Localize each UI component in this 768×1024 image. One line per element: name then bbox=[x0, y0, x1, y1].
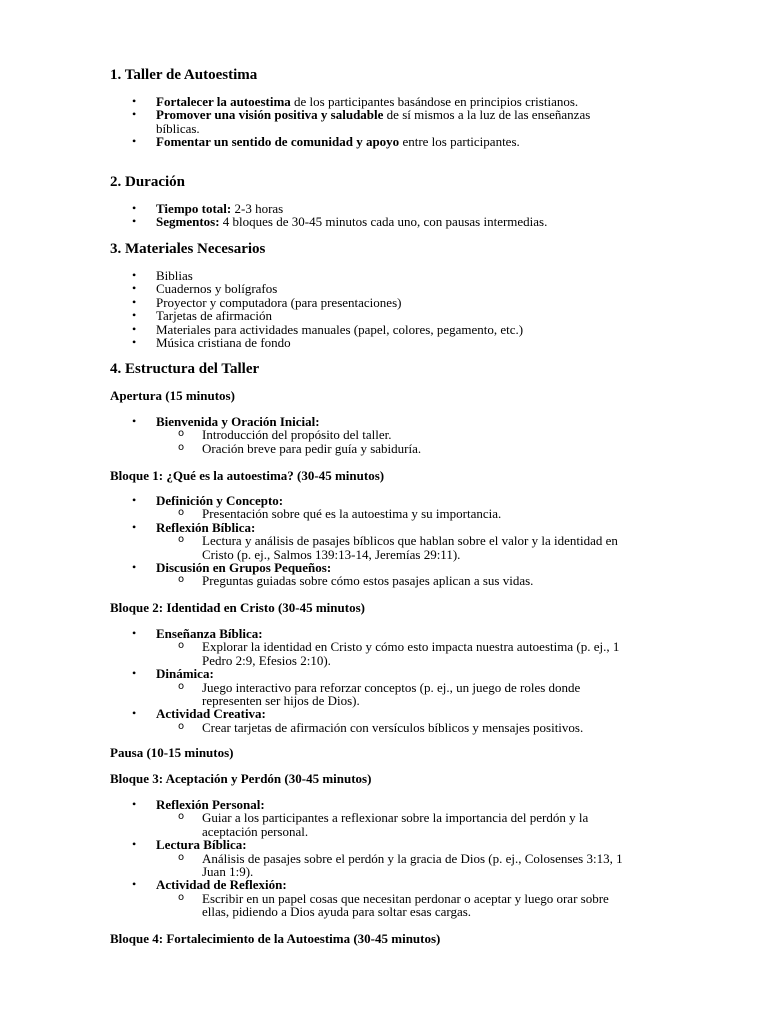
list-item: • Lectura Bíblica: o Análisis de pasajes sobre el perdón y la gracia de Dios (p. ej., Colosenses 3:13, 1 Juan 1:9). bbox=[156, 838, 636, 878]
sub-list-item: o Preguntas guiadas sobre cómo estos pasajes aplican a sus vidas. bbox=[202, 574, 636, 587]
pausa-heading: Pausa (10-15 minutos) bbox=[110, 745, 234, 760]
list-item: • Tiempo total: 2-3 horas bbox=[156, 202, 636, 215]
bloque-2-list bbox=[156, 627, 636, 734]
list-item: • Discusión en Grupos Pequeños: o Preguntas guiadas sobre cómo estos pasajes aplican a sus vidas. bbox=[156, 561, 636, 588]
list-item: • Segmentos: 4 bloques de 30-45 minutos cada uno, con pausas intermedias. bbox=[156, 215, 636, 228]
list-item: • Bienvenida y Oración Inicial: o Introducción del propósito del taller. o Oración breve para pedir guía y sabiduría. bbox=[156, 415, 636, 455]
bloque-2-heading: Bloque 2: Identidad en Cristo (30-45 minutos) bbox=[110, 600, 365, 615]
list-item: • Actividad Creativa: o Crear tarjetas de afirmación con versículos bíblicos y mensajes positivos. bbox=[156, 707, 636, 734]
section-4-heading: 4. Estructura del Taller bbox=[110, 361, 260, 377]
sub-list-item: o Oración breve para pedir guía y sabiduría. bbox=[202, 442, 636, 455]
sub-list bbox=[156, 681, 636, 708]
list-item: • Promover una visión positiva y saludable de sí mismos a la luz de las enseñanzas bíblicas. bbox=[156, 108, 626, 135]
sub-list-item: o Escribir en un papel cosas que necesitan perdonar o aceptar y luego orar sobre ellas, pidiendo a Dios ayuda para soltar esas cargas. bbox=[202, 892, 636, 919]
objectives-list bbox=[156, 95, 626, 149]
section-1-heading: 1. Taller de Autoestima bbox=[110, 67, 258, 83]
sub-list bbox=[156, 811, 636, 838]
list-item: • Actividad de Reflexión: o Escribir en un papel cosas que necesitan perdonar o aceptar y luego orar sobre ellas, pidiendo a Dios ayuda para soltar esas cargas. bbox=[156, 878, 636, 918]
bloque-1-heading: Bloque 1: ¿Qué es la autoestima? (30-45 minutos) bbox=[110, 468, 385, 483]
sub-list-item: o Introducción del propósito del taller. bbox=[202, 428, 636, 441]
list-item: • Biblias bbox=[156, 269, 636, 282]
apertura-list bbox=[156, 415, 636, 455]
sub-list-item: o Explorar la identidad en Cristo y cómo esto impacta nuestra autoestima (p. ej., 1 Pedro 2:9, Efesios 2:10). bbox=[202, 640, 636, 667]
list-item: • Fomentar un sentido de comunidad y apoyo entre los participantes. bbox=[156, 135, 626, 148]
sub-list-item: o Guiar a los participantes a reflexionar sobre la importancia del perdón y la aceptación personal. bbox=[202, 811, 636, 838]
list-item: • Dinámica: o Juego interactivo para reforzar conceptos (p. ej., un juego de roles donde representen ser hijos de Dios). bbox=[156, 667, 636, 707]
list-item: • Fortalecer la autoestima de los participantes basándose en principios cristianos. bbox=[156, 95, 626, 108]
sub-list bbox=[156, 892, 636, 919]
list-item: • Definición y Concepto: o Presentación sobre qué es la autoestima y su importancia. bbox=[156, 494, 636, 521]
bloque-3-heading: Bloque 3: Aceptación y Perdón (30-45 minutos) bbox=[110, 771, 372, 786]
list-item: • Cuadernos y bolígrafos bbox=[156, 282, 636, 295]
sub-list bbox=[156, 721, 636, 734]
sub-list bbox=[156, 640, 636, 667]
sub-list-item: o Análisis de pasajes sobre el perdón y la gracia de Dios (p. ej., Colosenses 3:13, 1 Juan 1:9). bbox=[202, 852, 636, 879]
sub-list bbox=[156, 428, 636, 455]
sub-list bbox=[156, 852, 636, 879]
bloque-4-heading: Bloque 4: Fortalecimiento de la Autoestima (30-45 minutos) bbox=[110, 931, 441, 946]
materials-list bbox=[156, 269, 636, 349]
list-item: • Reflexión Personal: o Guiar a los participantes a reflexionar sobre la importancia del perdón y la aceptación personal. bbox=[156, 798, 636, 838]
sub-list bbox=[156, 534, 636, 561]
sub-list-item: o Lectura y análisis de pasajes bíblicos que hablan sobre el valor y la identidad en Cristo (p. ej., Salmos 139:13-14, Jeremías 29:11). bbox=[202, 534, 636, 561]
list-item: • Proyector y computadora (para presentaciones) bbox=[156, 296, 636, 309]
bloque-1-list bbox=[156, 494, 636, 588]
section-2-heading: 2. Duración bbox=[110, 174, 185, 190]
duration-list bbox=[156, 202, 636, 229]
sub-list-item: o Presentación sobre qué es la autoestima y su importancia. bbox=[202, 507, 636, 520]
list-item: • Música cristiana de fondo bbox=[156, 336, 636, 349]
apertura-heading: Apertura (15 minutos) bbox=[110, 388, 235, 403]
list-item: • Materiales para actividades manuales (papel, colores, pegamento, etc.) bbox=[156, 323, 636, 336]
sub-list-item: o Crear tarjetas de afirmación con versículos bíblicos y mensajes positivos. bbox=[202, 721, 636, 734]
list-item: • Reflexión Bíblica: o Lectura y análisis de pasajes bíblicos que hablan sobre el valor y la identidad en Cristo (p. ej., Salmos 139:13-14, Jeremías 29:11). bbox=[156, 521, 636, 561]
sub-list-item: o Juego interactivo para reforzar conceptos (p. ej., un juego de roles donde representen ser hijos de Dios). bbox=[202, 681, 636, 708]
sub-list bbox=[156, 507, 636, 520]
list-item: • Tarjetas de afirmación bbox=[156, 309, 636, 322]
bloque-3-list bbox=[156, 798, 636, 919]
list-item: • Enseñanza Bíblica: o Explorar la identidad en Cristo y cómo esto impacta nuestra autoestima (p. ej., 1 Pedro 2:9, Efesios 2:10). bbox=[156, 627, 636, 667]
sub-list bbox=[156, 574, 636, 587]
section-3-heading: 3. Materiales Necesarios bbox=[110, 241, 266, 257]
